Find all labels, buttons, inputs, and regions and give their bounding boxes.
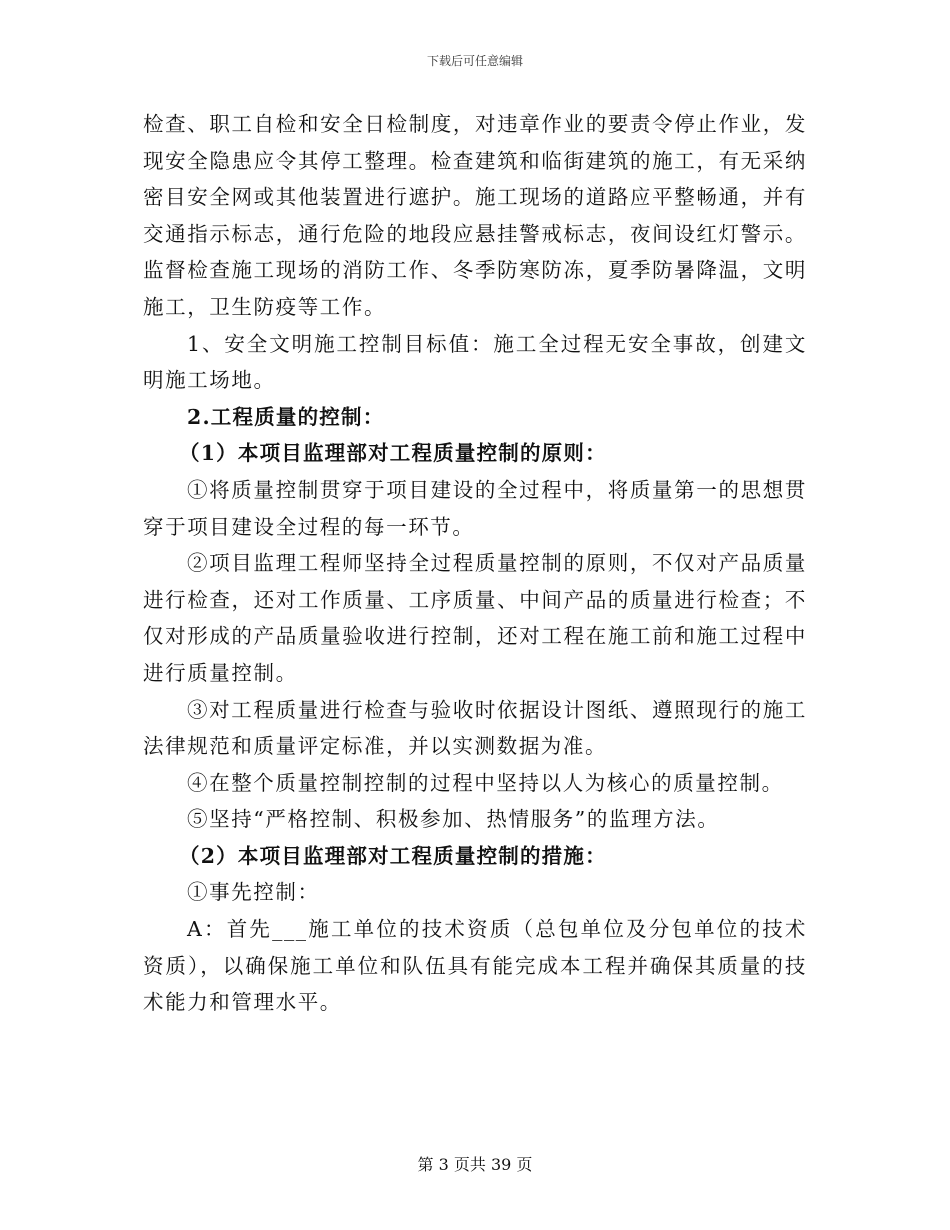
paragraph-measure-a: A：首先___施工单位的技术资质（总包单位及分包单位的技术资质），以确保施工单位和队伍具有能完成本工程并确保其质量的技术能力和管理水平。 [143,917,807,1015]
paragraph-principle-4: ④在整个质量控制控制的过程中坚持以人为核心的质量控制。 [187,770,784,795]
subsection-heading-principles: （1）本项目监理部对工程质量控制的原则： [179,441,607,466]
paragraph-principle-1: ①将质量控制贯穿于项目建设的全过程中，将质量第一的思想贯穿于项目建设全过程的每一环节。 [143,477,807,539]
paragraph-safety-target: 1、安全文明施工控制目标值：施工全过程无安全事故，创建文明施工场地。 [143,331,807,393]
paragraph-measure-1: ①事先控制： [187,880,320,905]
document-body [143,106,807,1021]
page-header: 下载后可任意编辑 [426,54,523,68]
paragraph-principle-5: ⑤坚持“严格控制、积极参加、热情服务”的监理方法。 [187,807,720,832]
paragraph-principle-3: ③对工程质量进行检查与验收时依据设计图纸、遵照现行的施工法律规范和质量评定标准，并以实测数据为准。 [143,697,807,759]
paragraph-safety-inspection: 检查、职工自检和安全日检制度，对违章作业的要责令停止作业，发现安全隐患应令其停工整理。检查建筑和临街建筑的施工，有无采纳密目安全网或其他装置进行遮护。施工现场的道路应平整畅通，并有交通指示标志，通行危险的地段应悬挂警戒标志，夜间设红灯警示。监督检查施工现场的消防工作、冬季防寒防冻，夏季防暑降温，文明施工，卫生防疫等工作。 [143,112,807,319]
section-heading-quality-control: 2.工程质量的控制： [187,404,385,429]
subsection-heading-measures: （2）本项目监理部对工程质量控制的措施： [179,843,607,868]
page-footer: 第 3 页共 39 页 [417,1155,533,1174]
paragraph-principle-2: ②项目监理工程师坚持全过程质量控制的原则，不仅对产品质量进行检查，还对工作质量、工序质量、中间产品的质量进行检查；不仅对形成的产品质量验收进行控制，还对工程在施工前和施工过程中进行质量控制。 [143,551,807,685]
